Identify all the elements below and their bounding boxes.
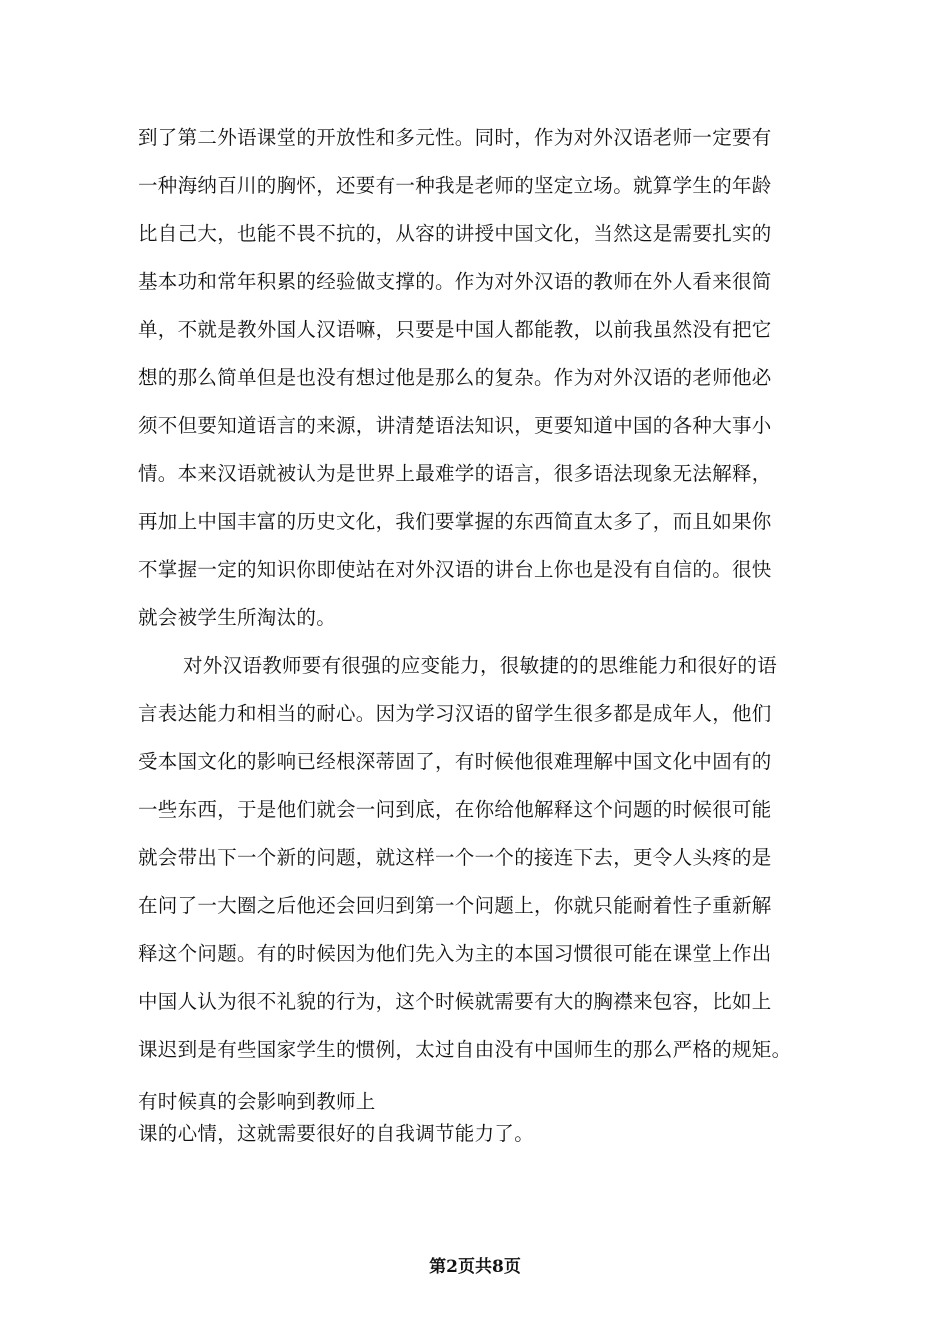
paragraph-line: 到了第二外语课堂的开放性和多元性。同时，作为对外汉语老师一定要有 bbox=[138, 126, 772, 149]
paragraph-line: 就会带出下一个新的问题，就这样一个一个的接连下去，更令人头疼的是 bbox=[138, 846, 772, 869]
paragraph-line: 须不但要知道语言的来源，讲清楚语法知识，更要知道中国的各种大事小 bbox=[138, 414, 772, 437]
page-number-footer: 第2页共8页 bbox=[429, 1257, 521, 1277]
paragraph-line: 单，不就是教外国人汉语嘛，只要是中国人都能教，以前我虽然没有把它 bbox=[138, 318, 772, 341]
paragraph-line: 想的那么简单但是也没有想过他是那么的复杂。作为对外汉语的老师他必 bbox=[138, 366, 772, 389]
paragraph-line: 课的心情，这就需要很好的自我调节能力了。 bbox=[138, 1122, 535, 1145]
paragraph-line: 对外汉语教师要有很强的应变能力，很敏捷的的思维能力和很好的语 bbox=[183, 654, 778, 677]
paragraph-line: 在问了一大圈之后他还会回归到第一个问题上，你就只能耐着性子重新解 bbox=[138, 894, 772, 917]
paragraph-line: 有时候真的会影响到教师上 bbox=[138, 1090, 376, 1113]
paragraph-line: 就会被学生所淘汰的。 bbox=[138, 606, 337, 629]
paragraph-line: 释这个问题。有的时候因为他们先入为主的本国习惯很可能在课堂上作出 bbox=[138, 942, 772, 965]
paragraph-line: 基本功和常年积累的经验做支撑的。作为对外汉语的教师在外人看来很简 bbox=[138, 270, 772, 293]
paragraph-line: 一些东西，于是他们就会一问到底，在你给他解释这个问题的时候很可能 bbox=[138, 798, 772, 821]
paragraph-line: 比自己大，也能不畏不抗的，从容的讲授中国文化，当然这是需要扎实的 bbox=[138, 222, 772, 245]
paragraph-line: 一种海纳百川的胸怀，还要有一种我是老师的坚定立场。就算学生的年龄 bbox=[138, 174, 772, 197]
paragraph-line: 再加上中国丰富的历史文化，我们要掌握的东西简直太多了，而且如果你 bbox=[138, 510, 772, 533]
paragraph-line: 情。本来汉语就被认为是世界上最难学的语言，很多语法现象无法解释， bbox=[138, 462, 772, 485]
paragraph-line: 中国人认为很不礼貌的行为，这个时候就需要有大的胸襟来包容，比如上 bbox=[138, 990, 772, 1013]
paragraph-line: 言表达能力和相当的耐心。因为学习汉语的留学生很多都是成年人，他们 bbox=[138, 702, 772, 725]
paragraph-line: 受本国文化的影响已经根深蒂固了，有时候他很难理解中国文化中固有的 bbox=[138, 750, 772, 773]
paragraph-line: 不掌握一定的知识你即使站在对外汉语的讲台上你也是没有自信的。很快 bbox=[138, 558, 772, 581]
paragraph-line: 课迟到是有些国家学生的惯例，太过自由没有中国师生的那么严格的规矩。 bbox=[138, 1038, 792, 1061]
